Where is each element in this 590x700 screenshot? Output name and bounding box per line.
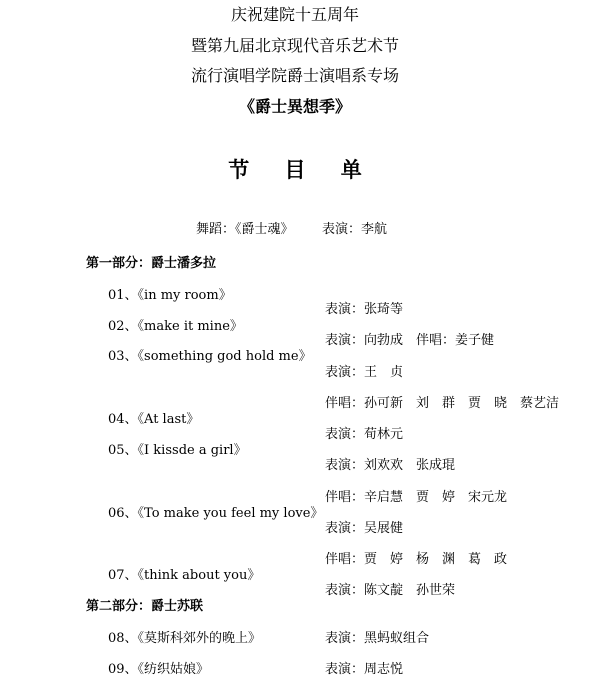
credit-line: 表演：张琦等 (325, 302, 404, 317)
credit-line: 伴唱：辛启慧 贾 婷 宋元龙 (325, 490, 508, 505)
credit-line: 表演：吴展健 (325, 521, 404, 536)
program-item-07: 07、《think about you》 (108, 568, 261, 583)
part1-title: 第一部分：爵士潘多拉 (86, 256, 217, 271)
program-item-01: 01、《in my room》 (108, 288, 232, 303)
credit-line: 表演：刘欢欢 张成琨 (325, 458, 456, 473)
opening-dance: 舞蹈：《爵士魂》 (196, 222, 294, 237)
header-line-3: 流行演唱学院爵士演唱系专场 (190, 66, 399, 85)
credit-line: 伴唱：孙可新 刘 群 贾 晓 蔡艺洁 (325, 396, 560, 411)
program-item-08: 08、《莫斯科郊外的晚上》 (108, 631, 262, 646)
program-item-09: 09、《纺织姑娘》 (108, 662, 210, 677)
credit-line: 表演：周志悦 (325, 662, 404, 677)
header-line-2: 暨第九届北京现代音乐艺术节 (190, 36, 399, 55)
credit-line: 伴唱：贾 婷 杨 渊 葛 政 (325, 552, 508, 567)
program-item-06: 06、《To make you feel my love》 (108, 506, 324, 521)
show-title: 《爵士異想季》 (238, 97, 351, 116)
program-item-05: 05、《I kissde a girl》 (108, 443, 247, 458)
credit-line: 表演：向勃成 伴唱：姜子健 (325, 333, 495, 348)
credit-line: 表演：荀林元 (325, 427, 404, 442)
program-title: 节 目 单 (228, 157, 376, 182)
credit-line: 表演：王 贞 (325, 365, 404, 380)
program-item-02: 02、《make it mine》 (108, 319, 243, 334)
opening-performer: 表演：李航 (322, 222, 388, 237)
program-item-04: 04、《At last》 (108, 412, 200, 427)
header-line-1: 庆祝建院十五周年 (230, 5, 359, 24)
credit-line: 表演：陈文靛 孙世荣 (325, 583, 456, 598)
credit-line: 表演：黑蚂蚁组合 (325, 631, 430, 646)
part2-title: 第二部分：爵士苏联 (86, 599, 204, 614)
program-item-03: 03、《something god hold me》 (108, 349, 312, 364)
